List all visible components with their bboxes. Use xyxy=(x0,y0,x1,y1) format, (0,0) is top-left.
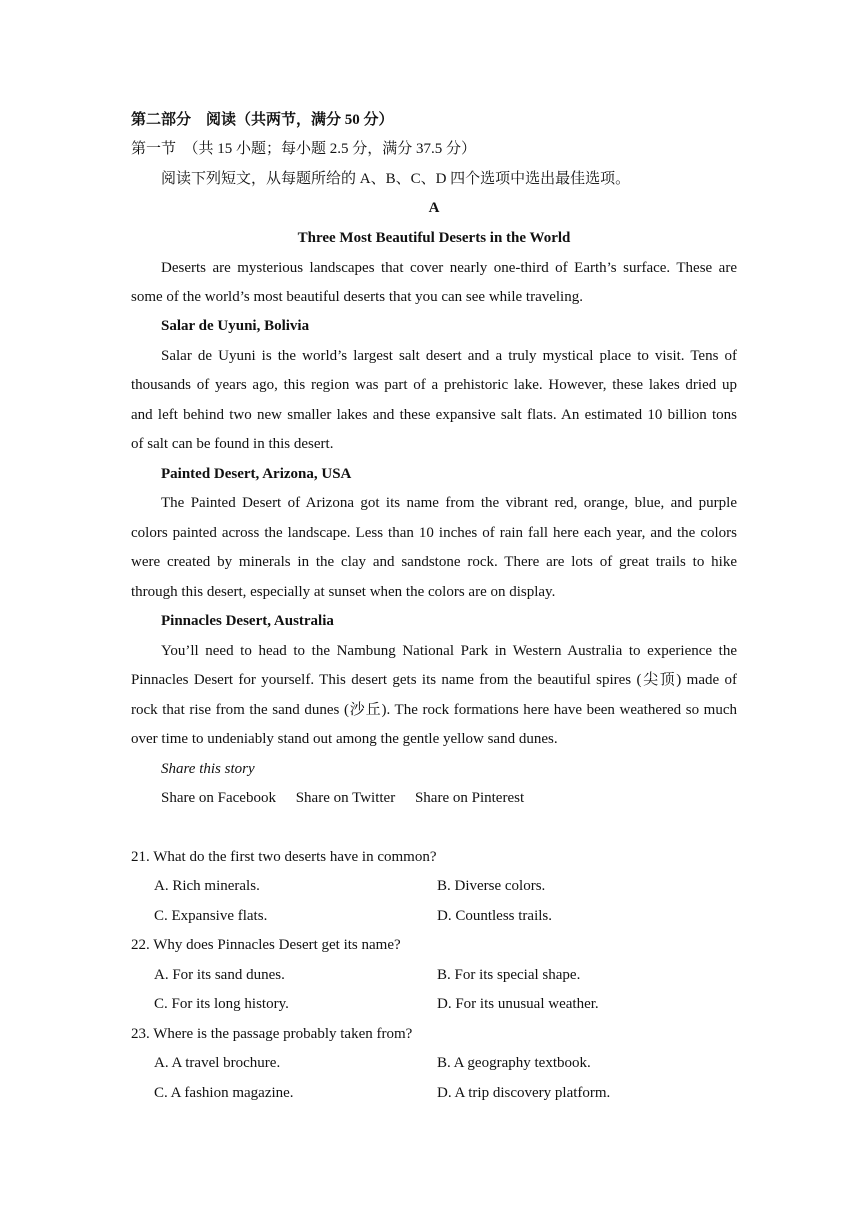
q22-option-d[interactable]: D. For its unusual weather. xyxy=(437,996,599,1012)
section-subtitle: 第一节 （共 15 小题；每小题 2.5 分，满分 37.5 分） xyxy=(131,141,477,157)
q21-option-d[interactable]: D. Countless trails. xyxy=(437,908,552,924)
q23-option-c[interactable]: C. A fashion magazine. xyxy=(154,1085,294,1101)
desert-heading-painted: Painted Desert, Arizona, USA xyxy=(161,466,352,482)
painted-line-4: through this desert, especially at sunset when the colors are on display. xyxy=(131,584,556,600)
share-facebook-link[interactable]: Share on Facebook xyxy=(161,790,276,806)
q22-option-c[interactable]: C. For its long history. xyxy=(154,996,289,1012)
question-22-stem: 22. Why does Pinnacles Desert get its name? xyxy=(131,937,401,953)
instruction: 阅读下列短文，从每题所给的 A、B、C、D 四个选项中选出最佳选项。 xyxy=(161,171,631,187)
uyuni-line-4: of salt can be found in this desert. xyxy=(131,436,334,452)
intro-line-1: Deserts are mysterious landscapes that cover nearly one-third of Earth’s surface. These are xyxy=(161,260,737,276)
uyuni-line-2: thousands of years ago, this region was part of a prehistoric lake. However, these lakes dried up xyxy=(131,377,737,393)
uyuni-line-3: and left behind two new smaller lakes and these expansive salt flats. An estimated 10 billion tons xyxy=(131,407,737,423)
share-pinterest-link[interactable]: Share on Pinterest xyxy=(414,790,525,806)
q22-option-b[interactable]: B. For its special shape. xyxy=(437,967,581,983)
painted-line-2: colors painted across the landscape. Less than 10 inches of rain fall here each year, and the colors xyxy=(131,525,737,541)
question-21-stem: 21. What do the first two deserts have in common? xyxy=(131,849,437,865)
share-twitter-link[interactable]: Share on Twitter xyxy=(295,790,396,806)
q23-option-b[interactable]: B. A geography textbook. xyxy=(437,1055,591,1071)
uyuni-line-1: Salar de Uyuni is the world’s largest salt desert and a truly mystical place to visit. Tens of xyxy=(161,348,737,364)
q21-option-a[interactable]: A. Rich minerals. xyxy=(154,878,260,894)
passage-title: Three Most Beautiful Deserts in the World xyxy=(297,230,571,246)
pinnacles-line-4: over time to undeniably stand out among the gentle yellow sand dunes. xyxy=(131,731,558,747)
q22-option-a[interactable]: A. For its sand dunes. xyxy=(154,967,285,983)
passage-label: A xyxy=(428,200,440,216)
q23-option-a[interactable]: A. A travel brochure. xyxy=(154,1055,281,1071)
pinnacles-line-3: rock that rise from the sand dunes (沙丘). The rock formations here have been weathered so much xyxy=(131,702,737,718)
share-label: Share this story xyxy=(161,761,255,777)
q21-option-b[interactable]: B. Diverse colors. xyxy=(437,878,546,894)
q21-option-c[interactable]: C. Expansive flats. xyxy=(154,908,268,924)
part-title: 第二部分 阅读（共两节，满分 50 分） xyxy=(131,112,394,128)
intro-line-2: some of the world’s most beautiful deserts that you can see while traveling. xyxy=(131,289,583,305)
share-links xyxy=(161,788,540,808)
painted-line-3: were created by minerals in the clay and sandstone rock. There are lots of great trails to hike xyxy=(131,554,737,570)
desert-heading-pinnacles: Pinnacles Desert, Australia xyxy=(161,613,334,629)
question-23-stem: 23. Where is the passage probably taken from? xyxy=(131,1026,413,1042)
q23-option-d[interactable]: D. A trip discovery platform. xyxy=(437,1085,611,1101)
painted-line-1: The Painted Desert of Arizona got its name from the vibrant red, orange, blue, and purple xyxy=(161,495,737,511)
pinnacles-line-1: You’ll need to head to the Nambung National Park in Western Australia to experience the xyxy=(161,643,737,659)
desert-heading-uyuni: Salar de Uyuni, Bolivia xyxy=(161,318,310,334)
pinnacles-line-2: Pinnacles Desert for yourself. This desert gets its name from the beautiful spires (尖顶) made of xyxy=(131,672,737,688)
